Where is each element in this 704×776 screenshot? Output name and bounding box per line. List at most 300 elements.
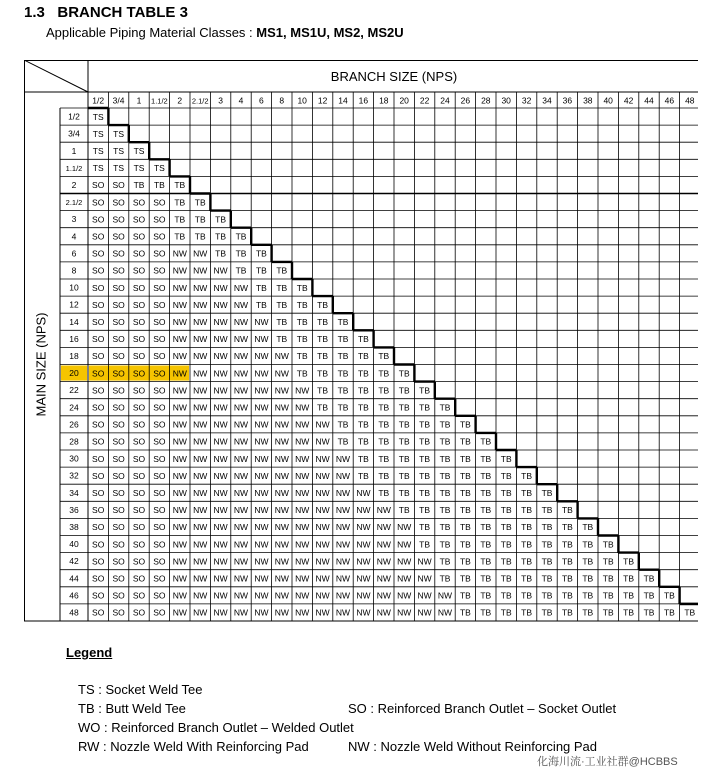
cell-value: NW: [274, 556, 289, 567]
section-number: 1.3: [24, 4, 45, 21]
cell-value: TB: [398, 505, 410, 516]
cell-value: NW: [356, 539, 371, 550]
cell-value: NW: [254, 419, 269, 430]
cell-value: SO: [112, 351, 125, 362]
branch-size-label: 1/2: [92, 95, 105, 106]
cell-value: TB: [459, 453, 471, 464]
cell-value: SO: [153, 214, 166, 225]
cell-value: NW: [233, 299, 249, 310]
branch-size-label: 26: [460, 95, 471, 106]
cell-value: NW: [193, 368, 208, 379]
cell-value: TB: [296, 299, 308, 310]
cell-value: TB: [174, 231, 186, 242]
branch-size-label: 16: [358, 95, 369, 106]
cell-value: NW: [233, 351, 249, 362]
cell-value: NW: [376, 573, 391, 584]
cell-value: TB: [378, 351, 390, 362]
main-size-label: 1.1/2: [65, 163, 83, 173]
cell-value: NW: [335, 590, 351, 601]
cell-value: TB: [623, 607, 635, 618]
cell-value: TB: [439, 402, 451, 413]
cell-value: TB: [174, 197, 186, 208]
cell-value: SO: [92, 436, 105, 447]
cell-value: NW: [254, 334, 269, 345]
cell-value: SO: [132, 214, 146, 225]
cell-value: NW: [295, 470, 310, 481]
cell-value: SO: [132, 334, 146, 345]
cell-value: NW: [356, 522, 371, 533]
cell-value: NW: [172, 299, 187, 310]
cell-value: NW: [254, 573, 269, 584]
cell-value: SO: [153, 299, 166, 310]
cell-value: SO: [112, 299, 125, 310]
cell-value: SO: [92, 505, 105, 516]
cell-value: SO: [153, 419, 166, 430]
cell-value: TB: [480, 522, 492, 533]
cell-value: TB: [357, 385, 369, 396]
main-size-label: 24: [69, 402, 79, 413]
legend-title: Legend: [66, 645, 113, 660]
cell-value: SO: [153, 316, 166, 327]
cell-value: TB: [582, 607, 594, 618]
cell-value: NW: [193, 385, 208, 396]
branch-size-label: 48: [685, 95, 695, 106]
cell-value: TB: [459, 556, 471, 567]
subtitle-label: Applicable Piping Material Classes :: [46, 25, 253, 40]
cell-value: NW: [213, 607, 228, 618]
cell-value: NW: [213, 487, 228, 498]
cell-value: TS: [92, 111, 104, 122]
main-size-label: 3: [71, 214, 77, 225]
cell-value: TB: [459, 607, 471, 618]
cell-value: NW: [315, 522, 330, 533]
cell-value: NW: [335, 556, 351, 567]
cell-value: NW: [295, 419, 310, 430]
cell-value: SO: [132, 197, 146, 208]
cell-value: TB: [357, 436, 369, 447]
branch-size-label: 3: [218, 95, 223, 106]
cell-value: TB: [459, 470, 471, 481]
cell-value: SO: [92, 487, 105, 498]
cell-value: NW: [172, 385, 187, 396]
cell-value: NW: [172, 539, 187, 550]
cell-value: SO: [132, 470, 146, 481]
main-size-label: 28: [69, 436, 79, 447]
cell-value: NW: [172, 368, 187, 379]
cell-value: NW: [274, 522, 289, 533]
branch-size-label: 42: [623, 95, 634, 106]
branch-table: [24, 60, 698, 622]
main-size-label: 42: [69, 556, 79, 567]
cell-value: TB: [521, 470, 533, 481]
cell-value: TB: [296, 316, 308, 327]
cell-value: SO: [112, 539, 125, 550]
cell-value: NW: [193, 299, 208, 310]
cell-value: NW: [193, 248, 208, 259]
cell-value: NW: [213, 436, 228, 447]
cell-value: NW: [172, 316, 187, 327]
cell-value: TB: [521, 539, 533, 550]
cell-value: TB: [643, 607, 655, 618]
cell-value: TB: [255, 265, 267, 276]
cell-value: TB: [398, 453, 410, 464]
cell-value: NW: [233, 573, 249, 584]
cell-value: NW: [274, 607, 289, 618]
cell-value: NW: [193, 316, 208, 327]
cell-value: NW: [295, 607, 310, 618]
main-size-label: 16: [69, 333, 79, 344]
main-size-label: 30: [69, 453, 79, 464]
cell-value: NW: [335, 453, 351, 464]
legend-tb: TB : Butt Weld Tee: [78, 701, 186, 716]
branch-size-label: 18: [379, 95, 389, 106]
cell-value: TB: [378, 385, 390, 396]
cell-value: SO: [153, 385, 166, 396]
main-size-label: 34: [69, 487, 79, 498]
cell-value: TB: [561, 590, 573, 601]
cell-value: SO: [92, 197, 105, 208]
cell-value: NW: [193, 419, 208, 430]
cell-value: SO: [132, 402, 146, 413]
cell-value: SO: [92, 351, 105, 362]
cell-value: NW: [295, 436, 310, 447]
cell-value: NW: [172, 265, 187, 276]
cell-value: TB: [398, 368, 410, 379]
legend-nw: NW : Nozzle Weld Without Reinforcing Pad: [348, 739, 598, 754]
branch-size-label: 44: [644, 95, 654, 106]
cell-value: TB: [419, 453, 431, 464]
cell-value: TB: [623, 573, 635, 584]
branch-size-label: 28: [481, 95, 491, 106]
cell-value: TB: [419, 522, 431, 533]
cell-value: SO: [132, 453, 146, 464]
cell-value: NW: [274, 453, 289, 464]
cell-value: NW: [376, 556, 391, 567]
cell-value: TB: [439, 505, 451, 516]
cell-value: NW: [213, 385, 228, 396]
cell-value: NW: [315, 573, 330, 584]
cell-value: TB: [623, 590, 635, 601]
cell-value: NW: [397, 573, 412, 584]
cell-value: NW: [172, 470, 187, 481]
main-size-label: 2.1/2: [65, 198, 83, 208]
cell-value: SO: [153, 539, 166, 550]
cell-value: TB: [296, 368, 308, 379]
cell-value: NW: [254, 505, 269, 516]
main-size-label: 48: [69, 607, 79, 618]
cell-value: SO: [153, 436, 166, 447]
cell-value: TB: [133, 180, 145, 191]
cell-value: NW: [254, 522, 269, 533]
main-size-label: 6: [71, 248, 77, 259]
cell-value: NW: [295, 505, 310, 516]
cell-value: TB: [541, 607, 553, 618]
branch-size-label: 2: [177, 95, 183, 106]
cell-value: NW: [213, 505, 228, 516]
cell-value: NW: [274, 487, 289, 498]
cell-value: SO: [112, 590, 125, 601]
cell-value: NW: [193, 282, 208, 293]
cell-value: TB: [419, 385, 431, 396]
cell-value: NW: [172, 590, 187, 601]
cell-value: SO: [132, 556, 146, 567]
cell-value: NW: [233, 453, 249, 464]
branch-size-label: 46: [664, 95, 675, 106]
branch-size-label: 3/4: [112, 95, 125, 106]
main-size-label: 22: [69, 385, 79, 396]
cell-value: NW: [172, 522, 187, 533]
cell-value: TB: [317, 402, 329, 413]
cell-value: TB: [317, 385, 329, 396]
cell-value: SO: [112, 231, 125, 242]
cell-value: NW: [172, 505, 187, 516]
cell-value: TB: [378, 453, 390, 464]
cell-value: NW: [295, 539, 310, 550]
cell-value: SO: [132, 351, 146, 362]
cell-value: TB: [439, 522, 451, 533]
cell-value: TB: [459, 539, 471, 550]
cell-value: SO: [112, 522, 125, 533]
cell-value: SO: [153, 368, 166, 379]
cell-value: NW: [193, 573, 208, 584]
cell-value: NW: [193, 334, 208, 345]
cell-value: TB: [398, 419, 410, 430]
cell-value: SO: [153, 522, 166, 533]
cell-value: SO: [153, 197, 166, 208]
cell-value: TB: [255, 248, 267, 259]
cell-value: TB: [459, 436, 471, 447]
cell-value: SO: [132, 607, 146, 618]
cell-value: NW: [233, 607, 249, 618]
cell-value: NW: [274, 590, 289, 601]
cell-value: TB: [459, 419, 471, 430]
cell-value: NW: [213, 368, 228, 379]
branch-size-label: 36: [562, 95, 573, 106]
cell-value: NW: [213, 402, 228, 413]
branch-size-label: 10: [297, 95, 307, 106]
cell-value: NW: [356, 590, 371, 601]
branch-size-axis-label: BRANCH SIZE (NPS): [330, 69, 458, 84]
cell-value: NW: [193, 470, 208, 481]
cell-value: TB: [541, 539, 553, 550]
cell-value: NW: [376, 607, 391, 618]
branch-size-label: 20: [399, 95, 409, 106]
cell-value: TB: [500, 573, 512, 584]
cell-value: TB: [459, 522, 471, 533]
cell-value: NW: [213, 351, 228, 362]
cell-value: TB: [521, 522, 533, 533]
branch-size-label: 24: [440, 95, 450, 106]
cell-value: SO: [132, 573, 146, 584]
cell-value: TB: [194, 231, 206, 242]
cell-value: NW: [233, 487, 249, 498]
cell-value: TB: [215, 248, 227, 259]
cell-value: NW: [233, 522, 249, 533]
cell-value: SO: [132, 436, 146, 447]
branch-size-label: 12: [317, 95, 328, 106]
cell-value: TB: [357, 470, 369, 481]
cell-value: NW: [213, 522, 228, 533]
cell-value: SO: [112, 316, 125, 327]
cell-value: TB: [337, 368, 349, 379]
main-size-label: 32: [69, 470, 79, 481]
cell-value: TB: [439, 556, 451, 567]
cell-value: TB: [276, 334, 288, 345]
cell-value: TB: [419, 470, 431, 481]
cell-value: SO: [153, 334, 166, 345]
cell-value: NW: [172, 607, 187, 618]
legend-rw: RW : Nozzle Weld With Reinforcing Pad: [78, 739, 309, 754]
cell-value: TB: [439, 487, 451, 498]
cell-value: TB: [541, 556, 553, 567]
cell-value: NW: [315, 436, 330, 447]
cell-value: TB: [317, 334, 329, 345]
cell-value: SO: [132, 299, 146, 310]
cell-value: NW: [274, 419, 289, 430]
cell-value: TB: [439, 453, 451, 464]
cell-value: SO: [112, 248, 125, 259]
cell-value: NW: [233, 368, 249, 379]
cell-value: TB: [357, 402, 369, 413]
cell-value: TB: [521, 607, 533, 618]
cell-value: TS: [92, 163, 104, 174]
corner-diagonal: [24, 60, 88, 92]
cell-value: TB: [500, 453, 512, 464]
cell-value: NW: [193, 402, 208, 413]
cell-value: NW: [233, 419, 249, 430]
cell-value: SO: [153, 487, 166, 498]
cell-value: TB: [521, 487, 533, 498]
cell-value: NW: [315, 487, 330, 498]
cell-value: NW: [274, 539, 289, 550]
cell-value: TB: [174, 180, 186, 191]
cell-value: TB: [541, 522, 553, 533]
cell-value: TB: [357, 419, 369, 430]
cell-value: TB: [480, 590, 492, 601]
cell-value: SO: [92, 248, 105, 259]
cell-value: TB: [235, 248, 247, 259]
cell-value: TB: [337, 316, 349, 327]
section-heading: BRANCH TABLE 3: [57, 4, 188, 21]
cell-value: SO: [92, 265, 105, 276]
cell-value: NW: [213, 316, 228, 327]
main-size-label: 38: [69, 521, 79, 532]
cell-value: SO: [132, 539, 146, 550]
cell-value: TB: [255, 282, 267, 293]
cell-value: TB: [663, 607, 675, 618]
cell-value: TB: [357, 351, 369, 362]
cell-value: SO: [92, 453, 105, 464]
main-size-label: 2: [71, 179, 77, 190]
cell-value: SO: [153, 351, 166, 362]
cell-value: NW: [335, 607, 351, 618]
main-size-label: 18: [69, 350, 79, 361]
cell-value: TS: [113, 163, 125, 174]
cell-value: SO: [153, 402, 166, 413]
main-size-label: 3/4: [68, 128, 80, 139]
cell-value: SO: [112, 505, 125, 516]
cell-value: NW: [213, 556, 228, 567]
cell-value: TB: [153, 180, 165, 191]
cell-value: NW: [315, 590, 330, 601]
cell-value: TB: [317, 351, 329, 362]
cell-value: NW: [295, 487, 310, 498]
cell-value: NW: [193, 487, 208, 498]
cell-value: TB: [255, 299, 267, 310]
cell-value: TB: [561, 607, 573, 618]
legend-ts: TS : Socket Weld Tee: [78, 682, 203, 697]
cell-value: NW: [172, 573, 187, 584]
cell-value: TS: [92, 145, 104, 156]
cell-value: TB: [459, 573, 471, 584]
legend-so: SO : Reinforced Branch Outlet – Socket Outlet: [348, 701, 617, 716]
cell-value: SO: [153, 505, 166, 516]
cell-value: SO: [153, 470, 166, 481]
cell-value: NW: [213, 265, 228, 276]
cell-value: SO: [153, 453, 166, 464]
cell-value: NW: [213, 470, 228, 481]
cell-value: NW: [254, 590, 269, 601]
main-size-label: 46: [69, 590, 79, 601]
cell-value: TB: [357, 368, 369, 379]
cell-value: TB: [480, 470, 492, 481]
main-size-label: 36: [69, 504, 79, 515]
branch-size-label: 40: [603, 95, 613, 106]
cell-value: TB: [602, 573, 614, 584]
cell-value: SO: [92, 214, 105, 225]
cell-value: NW: [274, 385, 289, 396]
branch-size-label: 8: [279, 95, 285, 106]
cell-value: NW: [335, 522, 351, 533]
cell-value: TB: [480, 453, 492, 464]
cell-value: SO: [112, 453, 125, 464]
cell-value: NW: [193, 607, 208, 618]
cell-value: NW: [172, 334, 187, 345]
cell-value: TB: [541, 590, 553, 601]
cell-value: NW: [315, 607, 330, 618]
cell-value: SO: [92, 556, 105, 567]
cell-value: TB: [582, 539, 594, 550]
cell-value: NW: [295, 590, 310, 601]
cell-value: TB: [357, 453, 369, 464]
cell-value: SO: [92, 299, 105, 310]
cell-value: NW: [274, 505, 289, 516]
cell-value: NW: [213, 539, 228, 550]
cell-value: NW: [376, 590, 391, 601]
cell-value: TB: [480, 573, 492, 584]
cell-value: TB: [419, 419, 431, 430]
cell-value: TB: [561, 573, 573, 584]
main-size-label: 10: [69, 282, 79, 293]
cell-value: SO: [112, 436, 125, 447]
cell-value: TB: [459, 487, 471, 498]
cell-value: NW: [437, 590, 453, 601]
cell-value: NW: [356, 505, 371, 516]
cell-value: TB: [174, 214, 186, 225]
cell-value: TB: [561, 556, 573, 567]
cell-value: TB: [419, 487, 431, 498]
cell-value: TS: [153, 163, 165, 174]
cell-value: TB: [521, 573, 533, 584]
branch-size-label: 32: [521, 95, 532, 106]
cell-value: TB: [398, 436, 410, 447]
cell-value: NW: [233, 334, 249, 345]
cell-value: TB: [663, 590, 675, 601]
section-title: [24, 4, 188, 21]
cell-value: NW: [172, 487, 187, 498]
cell-value: TB: [439, 539, 451, 550]
main-size-label: 1/2: [68, 111, 80, 122]
